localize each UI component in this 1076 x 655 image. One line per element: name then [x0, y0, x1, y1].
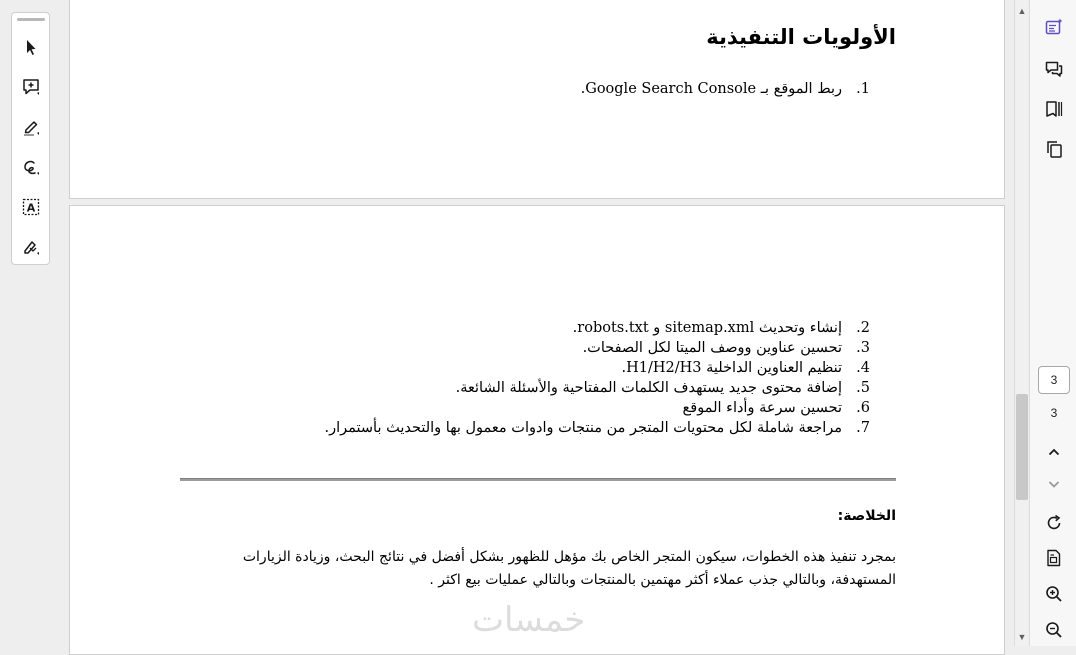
horizontal-divider [180, 478, 896, 481]
sparkle-edit-icon [1044, 17, 1064, 37]
next-page-button[interactable] [1041, 471, 1067, 497]
highlight-tool[interactable] [18, 114, 44, 140]
list-item-number: 4. [856, 360, 870, 376]
priority-list-page2 [324, 318, 870, 438]
list-item [324, 338, 870, 358]
list-item [324, 318, 870, 338]
freehand-draw-icon [21, 157, 41, 177]
list-item [324, 418, 870, 438]
list-item [581, 79, 870, 99]
sign-tool[interactable] [18, 234, 44, 260]
page-view-button[interactable] [1041, 545, 1067, 571]
prev-page-button[interactable] [1041, 439, 1067, 465]
refresh-button[interactable] [1041, 510, 1067, 536]
current-page-input[interactable]: 3 [1038, 366, 1070, 394]
scroll-thumb[interactable] [1016, 394, 1028, 500]
draw-tool[interactable] [18, 154, 44, 180]
zoom-in-button[interactable] [1041, 581, 1067, 607]
priority-list-page1 [581, 79, 870, 99]
toolbar-grip[interactable] [17, 18, 45, 21]
copy-button[interactable] [1041, 136, 1067, 162]
list-item-text: تحسين عناوين ووصف الميتا لكل الصفحات. [582, 340, 842, 356]
list-item-text: إضافة محتوى جديد يستهدف الكلمات المفتاحية والأسئلة الشائعة. [455, 380, 842, 396]
list-item-number: 5. [856, 380, 870, 396]
chevron-up-icon [1044, 442, 1064, 462]
list-item-text: إنشاء وتحديث sitemap.xml و robots.txt. [572, 320, 842, 336]
list-item-number: 1. [856, 81, 870, 97]
watermark-logo: خمسات [472, 600, 586, 640]
zoom-out-button[interactable] [1041, 617, 1067, 643]
document-viewer[interactable] [58, 0, 1014, 646]
bookmarks-button[interactable] [1041, 96, 1067, 122]
section-heading: الأولويات التنفيذية [706, 25, 896, 49]
ai-assistant-button[interactable] [1041, 14, 1067, 40]
annotation-toolbar [11, 12, 50, 265]
summary-title: الخلاصة: [837, 508, 896, 524]
bookmark-icon [1044, 99, 1064, 119]
select-tool[interactable] [18, 34, 44, 60]
text-select-tool[interactable] [18, 194, 44, 220]
list-item-text: تنظيم العناوين الداخلية H1/H2/H3. [621, 360, 842, 376]
highlighter-icon [21, 117, 41, 137]
list-item [324, 358, 870, 378]
list-item [324, 398, 870, 418]
zoom-out-icon [1044, 620, 1064, 640]
comment-plus-icon [21, 77, 41, 97]
svg-text:A: A [26, 201, 36, 215]
document-page-2 [69, 205, 1005, 655]
chevron-down-icon [1044, 474, 1064, 494]
refresh-icon [1044, 513, 1064, 533]
list-item [324, 378, 870, 398]
cursor-arrow-icon [21, 37, 41, 57]
pen-sign-icon [21, 237, 41, 257]
list-item-text: تحسين سرعة وأداء الموقع [682, 400, 842, 416]
list-item-number: 3. [856, 340, 870, 356]
page-view-icon [1044, 548, 1064, 568]
list-item-text: ربط الموقع بـ Google Search Console. [580, 81, 842, 97]
list-item-text: مراجعة شاملة لكل محتويات المتجر من منتجات وادوات معمول بها والتحديث بأستمرار. [324, 420, 842, 436]
comments-icon [1044, 59, 1064, 79]
summary-paragraph: بمجرد تنفيذ هذه الخطوات، سيكون المتجر الخاص بك مؤهل للظهور بشكل أفضل في نتائج البحث، وزيادة الزيارات المستهدفة، وبالتالي جذب عملاء أكثر مهتمين بالمنتجات وبالتالي عمليات بيع اكثر . [242, 549, 896, 588]
add-comment-tool[interactable] [18, 74, 44, 100]
total-pages: 3 [1050, 406, 1058, 420]
copy-icon [1044, 139, 1064, 159]
list-item-number: 6. [856, 400, 870, 416]
right-sidebar [1029, 0, 1076, 646]
scroll-down-arrow-icon[interactable]: ▼ [1017, 632, 1027, 642]
comments-button[interactable] [1041, 56, 1067, 82]
list-item-number: 7. [856, 420, 870, 436]
scroll-up-arrow-icon[interactable]: ▲ [1017, 6, 1027, 16]
text-box-icon [21, 197, 41, 217]
vertical-scrollbar[interactable] [1014, 0, 1028, 646]
list-item-number: 2. [856, 320, 870, 336]
document-page-1 [69, 0, 1005, 199]
zoom-in-icon [1044, 584, 1064, 604]
